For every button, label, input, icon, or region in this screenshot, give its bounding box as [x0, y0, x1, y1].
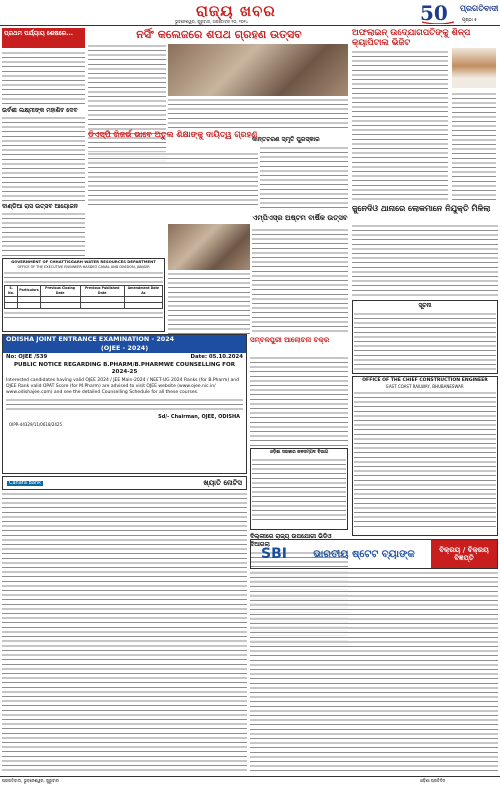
story-11-headline: ଦିଲ୍ଲୀରେ ରାଜ୍ୟ ଉପଯୋଗୀ ଭିଡିଓ ଦିଆଗଲା [250, 533, 332, 548]
mps-photo [168, 224, 250, 270]
story-5-headline: କାନ୍ତଚରଣ ସ୍ମୃତି ପୁରସ୍କାର [252, 136, 320, 143]
story-9-body [2, 116, 85, 202]
story-10-body [2, 212, 85, 256]
anniversary-logo-icon [418, 2, 458, 24]
ojee-subtitle: (OJEE - 2024) [3, 344, 246, 353]
story-8-body [250, 356, 348, 446]
chhattisgarh-ad-body [4, 271, 163, 283]
story-3-headline: ଅଫଲାଇନ୍ ଉଦ୍ଯୋଗପତିଙ୍କୁ ଶିଳ୍ପ କ୍ୟାପିଟାଲ ଭିଜିଟ [352, 28, 471, 48]
story-6-body [352, 224, 498, 298]
ojee-body-extra [6, 398, 243, 412]
ojee-body: Interested candidates having valid OJEE 2024 / JEE Main-2024 / NEET-UG 2024 Ranks (for B.Pharm) and OJEE Rank valid OPAT Score (for M.Pharm) are advised to visit OJEE website (www.ojee.nic.in/ www.odishajee.com) and see the detailed Counselling Schedule for all these courses. [6, 378, 239, 395]
story-1-headline: ପ୍ରଥମ ପର୍ଯ୍ୟାୟ ଶେଷରେ... [4, 30, 74, 37]
story-7-headline: ଏମ୍ପିଏସ୍‌ର ଅଷ୍ଟମ ବାର୍ଷିକ ଉତ୍ସବ [252, 214, 348, 222]
railway-ad-sub: EAST COAST RAILWAY, BHUBANESWAR [386, 383, 464, 389]
canara-logo: Canara Bank [9, 479, 42, 486]
ojee-pr-number: OIPR-44329/11/0618/2425 [9, 422, 63, 428]
story-2-body-right [168, 98, 348, 128]
canara-ad-body [2, 492, 247, 642]
story-9-headline: ଉର୍ବଶୀ ଲକ୍ଷ୍ମୀଙ୍କ ମହାଶିବ ଦେବ [2, 107, 78, 114]
jail-notice-ad [352, 300, 498, 374]
sbi-odia-name: ଭାରତୀୟ ଷ୍ଟେଟ ବ୍ୟାଙ୍କ [313, 548, 415, 560]
chhattisgarh-ad [2, 258, 165, 332]
story-6-headline: ଜୁନେଦିଓ ଥାନାରେ ଲୋକମାନେ ନିଯୁକ୍ତି ମିଳିଲା [352, 204, 491, 213]
canara-ad-header [2, 476, 247, 490]
table-header: Previous Published Date [80, 285, 124, 296]
story-2-body-left [88, 44, 166, 102]
chhattisgarh-ad-sub: OFFICE OF THE EXECUTIVE ENGINEER HASDEO CANAL AND DIVISION, JANJGIR [17, 264, 150, 269]
chhattisgarh-ad-title: GOVERNMENT OF CHHATTISGARH WATER RESOURCES DEPARTMENT [11, 259, 156, 264]
story-10-headline: ଦାଣ୍ଡିଆ ରାସ ଉତ୍ସବ ଆୟୋଜନ [2, 203, 78, 210]
sbi-notice-body [250, 571, 498, 774]
story-3-body [352, 50, 448, 200]
story-4-body [88, 152, 258, 208]
left-notices-body [2, 644, 247, 774]
date-line: ଭୁବନେଶ୍ୱର, ଗୁରୁବାର, ଅକ୍ଟୋବର ୧୦, ୨୦୨୪ [175, 19, 249, 24]
story-8-headline: ସମ୍ବଳପୁରୀ ଆଲୋଚନା ଚକ୍ର [250, 336, 330, 344]
table-header: Particulars [18, 285, 40, 296]
sbi-banner [250, 539, 498, 569]
svg-text:50: 50 [420, 2, 448, 24]
ojee-notice-title: PUBLIC NOTICE REGARDING B.PHARM/B.PHARMWE COUNSELLING FOR 2024-25 [13, 362, 236, 375]
story-7-body [168, 272, 250, 334]
chhattisgarh-ad-table [4, 285, 163, 309]
story-2-headline: ନର୍ସିଂ କଲେଜରେ ଶପଥ ଗ୍ରହଣ ଉତ୍ସବ [136, 28, 302, 41]
railway-ad [352, 376, 498, 536]
table-header: Amendment Date As [124, 285, 162, 296]
ojee-ad [2, 334, 247, 474]
table-header: S. No. [5, 285, 18, 296]
ojee-title: ODISHA JOINT ENTRANCE EXAMINATION - 2024 [3, 335, 246, 344]
masthead: ରାଜ୍ୟ ଖବର [196, 2, 276, 20]
story-5-body [260, 146, 348, 208]
odisha-water-notice-title: ଓଡ଼ିଶା ସରକାର ଜଳସମ୍ପଦ ବିଭାଗ [269, 450, 329, 455]
railway-ad-title: OFFICE OF THE CHIEF CONSTRUCTION ENGINEER [362, 378, 488, 383]
story-4-headline: ଡିଏସ୍‌ପି ରିଜର୍ଭ ଭାବେ ଅତୁଲ ଶିକ୍ଷାଙ୍କୁ ଦାୟିତ୍ୱ ଗ୍ରହଣ [88, 130, 258, 139]
person-photo [452, 48, 496, 88]
brand-name: ପ୍ରଗତିବାଦୀ [460, 4, 499, 13]
story-7-body-right [252, 228, 348, 334]
story-1-body [2, 51, 85, 105]
ojee-signature: Sd/- Chairman, OJEE, ODISHA [158, 414, 240, 421]
footer-right: ଓଡ଼ିଶା ପ୍ରତିଦିନ [420, 778, 446, 783]
story-1-subhead: ପଙ୍କଜିନୀଙ୍କୁ ଦୁଇ... [2, 41, 53, 48]
jail-notice-title: ସୂଚନା [418, 302, 432, 309]
footer-left: ପ୍ରଗତିବାଦୀ, ଭୁବନେଶ୍ୱର, ଗୁରୁବାର [2, 778, 59, 783]
story-3-body-right [452, 92, 496, 200]
ojee-number: No: OJEE /539 [6, 354, 48, 360]
footer-rule [0, 776, 500, 777]
jail-notice-body [354, 312, 496, 370]
odisha-water-notice [250, 448, 348, 530]
table-header: Previous Closing Date [40, 285, 80, 296]
ojee-date: Date: 05.10.2024 [190, 354, 243, 360]
odisha-water-notice-body [252, 458, 346, 520]
railway-ad-body [354, 391, 496, 529]
page-header [0, 0, 500, 26]
nursing-college-photo [168, 44, 348, 96]
khyati-notice: ଖ୍ୟାତି ନୋଟିସ [203, 478, 242, 487]
page-number: ପୃଷ୍ଠା ୫ [462, 18, 477, 23]
sbi-sale-notice: ବିକ୍ରୟ / ବିକ୍ରୟ ବିଜ୍ଞପ୍ତି [431, 540, 497, 568]
chhattisgarh-ad-footer [4, 311, 163, 321]
sbi-logo: SBI [261, 545, 287, 562]
